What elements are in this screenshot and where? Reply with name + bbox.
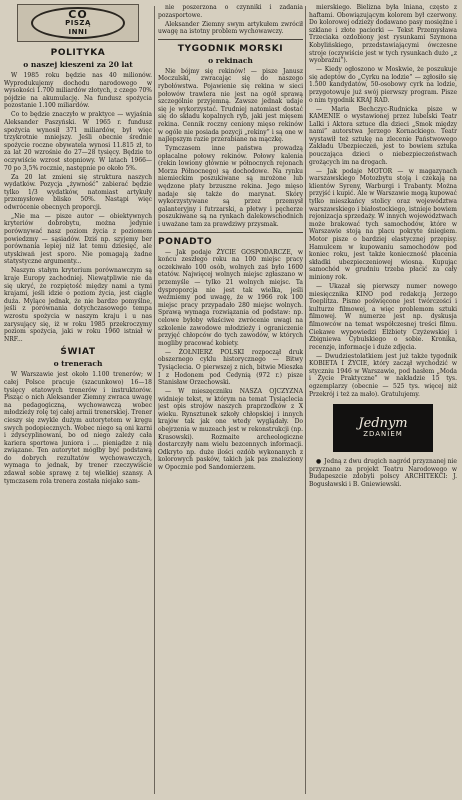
paragraph: Naszym stałym kryterium porównawczym są kraje Europy zachodniej. Niewątpliwie nie da się ukryć, że rozpiętość między nami a tymi krajami, jeśli idzie o poziom życia, jest ciągle duża. Mylące jednak, że nie bardzo pomyślne, jeśli z porównania dotychczasowego tempa wzrostu spożycia w naszym kraju i u nas zarysujący się, iż w roku 1985 przekroczymy poziom spożycia, jaki w roku 1960 istniał w NRF... — [4, 267, 152, 343]
section-title: TYGODNIK MORSKI — [177, 43, 284, 54]
section-subtitle: o naszej kieszeni za 20 lat — [23, 60, 133, 69]
paragraph: — Kiedy ogłoszono w Moskwie, że poszukuje się adeptów do „Cyrku na lodzie” — zgłosiło się 1.500 kandydatów, 50-osobowy cyrk na lodzie, przygotowuje już swój pierwszy program. Pisze o nim tygodnik KRAJ RAD. — [309, 66, 457, 104]
paragraph: mierskiego. Bielizna była lniana, często z haftami. Obowiązującym kolorem był czerwony. Do kolorowej odzieży dodawano pasy mosiężne i szklane i złote paciorki — Tekst Przemysława Trzeciaka ozdobiony jest rysunkami Szymona Kobylińskiego, przedstawiającymi ówczesne stroje (oczywiście jest w tych rysunkach dużo „z wyobraźni”). — [309, 4, 457, 65]
column-1 — [4, 4, 152, 796]
divider — [158, 39, 303, 40]
paragraph: Aleksander Ziemny swym artykułem zwrócił uwagę na istotny problem wychowawczy. — [158, 20, 303, 36]
divider — [158, 232, 303, 233]
paragraph: W Warszawie jest około 1.100 trenerów; w całej Polsce pracuje (szacunkowo) 16—18 tysięcy etatowych trenerów i instruktorów. Pisząc o nich Aleksander Ziemny zwraca uwagę na pedagogiczną, wychowawczą wobec młodzieży rolę tej całej armii trenerskiej. Trener cieszy się zwykle dużym autorytetem w kręgu swych podopiecznych. Wobec niego są oni karni i zdyscyplinowani, bo od niego zależy cała kariera sportowa juniora i ... pieniądze z nią związane. Ten autorytet mógłby być podstawą do dobrych rezultatów wychowawczych, wymaga to jednak, by trener rzeczywiście zdawał sobie sprawę z tej wielkiej szansy. A tymczasem rola trenera została niejako sam- — [4, 371, 152, 485]
paragraph: ● Jedną z dwu drugich nagród przyznanej nie przyznano za projekt Teatru Narodowego w Budapeszcie zdobyli polscy ARCHITEKCI: J. Bogusławski i B. Gniewiewski. — [309, 458, 457, 488]
paragraph: Za 20 lat zmieni się struktura naszych wydatków. Pozycja „żywność” zabierać będzie tylko 1/3 wydatków, natomiast artykuły przemysłowe blisko 50%. Nastąpi więc odwrócenie obecnych proporcji. — [4, 173, 152, 211]
paragraph: „Nie ma — pisze autor — obiektywnych kryteriów dobrobytu, można jedynie porównywać nasz poziom życia z poziomem powiedzmy — sąsiadów. Dziś np. szyjemy ber porównania lepiej niż lat temu dziesięć, ale utyskiwań jest sporo. Nie pomagają żadne statystyczne argumenty... — [4, 212, 152, 266]
paragraph: Tymczasem inne państwa prowadzą opłacalne połowy rekinów. Połowy kalenia (rekin lowiony głównie w północnych rejonach Morza Północnego) są dochodowe. Na rynku niemieckim poszukiwane są mrożone lub wędzone płaty brzuszne rekina. Jego mięso nadaje się także do marynat. Skóry wykorzystywane są przez przemysł galanteryjny i futrzarski, a płetwy i pęcherze poszukiwane są na rynkach dalekowschodnich i uważane tam za prawdziwy przysmak. — [158, 145, 303, 229]
co-pisza-inni-logo: CO PISZĄ INNI — [31, 7, 125, 39]
paragraph: nie poszerzona o czynniki i zadania pozasportowe. — [158, 4, 303, 19]
paragraph: W 1985 roku będzie nas 40 milionów. Wyprodukujemy dochodu narodowego w wysokości 1.700 miliardów złotych, z czego 70% pójdzie na akumulację. Na fundusz spożycia pozostanie 1.100 miliardów. — [4, 72, 152, 110]
paragraph: — Dwudziestolatkiem jest już także tygodnik KOBIETA I ŻYCIE, który zaczął wychodzić w styczniu 1946 w Warszawie, pod hasłem „Moda i Życie Praktyczne” w nakładzie 15 tys. egzemplarzy (obecnie — 525 tys. więcej niż Przekrój i też za mało). Gratulujemy. — [309, 352, 457, 398]
paragraph: — Maria Bechczyc-Rudnicka pisze w KAMENIE o wystawionej przez lubelski Teatr Lalki i Aktora sztuce dla dzieci „Smok między nami” autorstwa Jerzego Kornackiego. Teatr wystawił też sztukę na zlecenie Państwowego Zakładu Ubezpieczeń, jest to bowiem sztuka pouczająca dzieci o niebezpieczeństwach grożących im na drogach. — [309, 105, 457, 166]
section-title: PONADTO — [158, 236, 213, 247]
column-divider — [305, 6, 306, 794]
paragraph: Nie bójmy się rekinów! — pisze Janusz Moczulski, zwracając się do naszego rybołówstwa. Pojawienie się rekina w sieci połowów trawlera nie jest na ogół sprawą szczególnie przyjemną. Zawsze jednak udaje się je wykorzystać. Trudniej natomiast dostać się do składu kopalnych ryb, jaki jest mięsem rekina. Cennik roczny ceniony mięso rekinów w ogóle nie posiada pozycji „rekiny” i są one w najlepszym razie przerabiane na mączkę. — [158, 67, 303, 144]
paragraph: — Ukazał się pierwszy numer nowego miesięcznika KINO pod redakcją Jerzego Toeplitza. Pismo poświęcone jest twórczości i kulturze filmowej, a więc problemom sztuki filmowej. W numerze jest np. dyskusja filmowców na temat współczesnej treści filmu. Ciekawe wypowiedzi Elżbiety Czyżewskiej i Zbigniewa Cybulskiego o sobie. Kronika, recenzje, informacje i duże zdjęcia. — [309, 282, 457, 351]
column-2 — [158, 4, 303, 796]
section-title: POLITYKA — [50, 48, 106, 58]
paragraph: — Jak podaje ŻYCIE GOSPODARCZE, w końcu zeszłego roku na 100 miejsc pracy oczekiwało 100 osób, wolnych zaś było 1600 etatów. Najwięcej wolnych miejsc zgłaszano w przemyśle — tylko 21 wolnych miejsc. Ta dysproporcja nie jest tak wielka, jeśli weźmiemy pod uwagę, że w 1966 rok 100 miejsc pracy przypadało 280 miejsc wolnych. Sprawą wymaga rozwiązania od podstaw: np. celowe byłoby właściwe zwrócenie uwagi na szkolenie zawodowe młodzieży i ograniczenie przyjęć chłopców do tych zawodów, w których mogliby pracować kobiety. — [158, 248, 303, 347]
paragraph: — ŻOŁNIERZ POLSKI rozpoczął druk obszernego cyklu historycznego — Bitwy Tysiąclecia. O pierwszej z nich, bitwie Mieszka I z Hodonem pod Cedynią (972 r.) pisze Stanisław Orzechowski. — [158, 348, 303, 387]
column-divider — [154, 6, 155, 794]
paragraph: — Jak podaje MOTOR — w magazynach warszawskiego Motozbytu stoją i czekają na klientów Syreny, Warburgi i Trabanty. Można przyjść i kupić. Ale w Warszawie mogą kupować tylko mieszkańcy stolicy oraz województwa warszawskiego i białostockiego, istnieje bowiem rejonizacja sprzedaży. W innych województwach może brakować tych samochodów, które w Warszawie stoją na placu pokryte śniegiem. Motor pisze o bardziej elastycznej przepisy. Hamulcem w kupowaniu samochodów pod koniec roku, jest także konieczność płacenia składki ubezpieczeniowej wiosną. Kupując samochód w grudniu trzeba płacić za cały miniony rok. — [309, 167, 457, 281]
section-subtitle: o trenerach — [53, 359, 103, 369]
section-subtitle: o rekinach — [208, 55, 253, 65]
masthead-logo — [17, 4, 139, 42]
paragraph: — W mieszęczniku NASZA OJCZYZNA widnieje tekst, w którym na temat Tysiąclecia jest opis strojów naszych praprzodków z X wieku. Rynsztunek szkoły chłopskiej i innych krajów tak jak one wtedy wyglądały. Do obejrzenia w muzeach jest w rekonstrukcji (np. Krasowski). Rozmaite archeologiczne dostarczyły nam wielu bezcennych informacji. Odkryto np. duże ilości ozdób wykonanych z kolorowych pasków, takich jak pas znaleziony w Opocznie pod Sandomierzem. — [158, 388, 303, 472]
column-3 — [309, 4, 457, 796]
paragraph: Co to będzie znaczyło w praktyce — wyjaśnia Aleksander Paszyński. W 1965 r. fundusz spożycia wynosił 371 miliardów, był więc trzykrotnie mniejszy. Jeśli obecnie średnie spożycie roczne obywatela wynosi 11.815 zł, to za lat 20 wzrośnie do 27—28 tysięcy. Będzie to oczywiście wzrost stopniowy. W latach 1966—70 po 3,5% rocznie, następnie po około 5%. — [4, 111, 152, 172]
section-title: ŚWIAT — [60, 347, 96, 358]
jednym-zdaniem-stamp: Jednym ZDANIEM — [333, 404, 433, 452]
